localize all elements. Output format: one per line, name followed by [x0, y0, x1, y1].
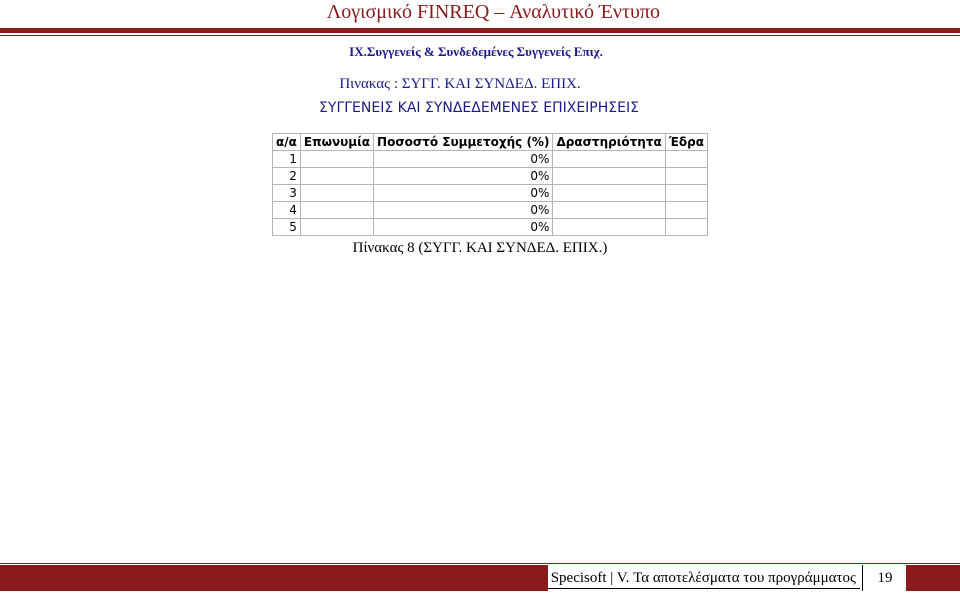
figure-caption-text: Πίνακας 8 (ΣΥΓΓ. ΚΑΙ ΣΥΝΔΕΔ. ΕΠΙΧ.) — [352, 240, 608, 256]
table-heading-text: ΣΥΓΓΕΝΕΙΣ ΚΑΙ ΣΥΝΔΕΔΕΜΕΝΕΣ ΕΠΙΧΕΙΡΗΣΕΙΣ — [319, 100, 639, 116]
column-header-activity: Δραστηριότητα — [553, 134, 665, 151]
cell-activity — [553, 202, 665, 219]
table-caption — [0, 76, 960, 93]
cell-percentage: 0% — [374, 185, 553, 202]
table-heading — [0, 100, 960, 116]
page-number: 19 — [862, 565, 907, 591]
cell-seat — [665, 185, 707, 202]
footer-text: Specisoft | V. Τα αποτελέσματα του προγράμματος — [548, 567, 860, 589]
cell-aa: 2 — [273, 168, 301, 185]
table-row — [273, 185, 708, 202]
cell-seat — [665, 151, 707, 168]
header-rule — [0, 28, 960, 33]
cell-aa: 4 — [273, 202, 301, 219]
column-header-aa: α/α — [273, 134, 301, 151]
cell-activity — [553, 185, 665, 202]
column-header-name: Επωνυμία — [300, 134, 373, 151]
section-heading-text: IX.Συγγενείς & Συνδεδεμένες Συγγενείς Επιχ. — [349, 44, 603, 59]
cell-name — [300, 219, 373, 236]
section-heading — [0, 44, 960, 60]
cell-activity — [553, 168, 665, 185]
cell-percentage: 0% — [374, 168, 553, 185]
cell-name — [300, 202, 373, 219]
column-header-seat: Έδρα — [665, 134, 707, 151]
footer-rule — [0, 563, 960, 564]
cell-name — [300, 185, 373, 202]
cell-percentage: 0% — [374, 202, 553, 219]
cell-percentage: 0% — [374, 219, 553, 236]
cell-percentage: 0% — [374, 151, 553, 168]
footer-right-bar — [906, 565, 960, 591]
cell-seat — [665, 202, 707, 219]
cell-seat — [665, 219, 707, 236]
cell-aa: 3 — [273, 185, 301, 202]
header-rule-thin — [0, 35, 960, 36]
cell-aa: 5 — [273, 219, 301, 236]
column-header-percentage: Ποσοστό Συμμετοχής (%) — [374, 134, 553, 151]
table-row — [273, 151, 708, 168]
table-row — [273, 219, 708, 236]
footer-left-bar — [0, 565, 548, 591]
cell-seat — [665, 168, 707, 185]
document-title: Λογισμικό FINREQ – Αναλυτικό Έντυπο — [326, 1, 660, 23]
table-header-row — [273, 134, 708, 151]
cell-activity — [553, 219, 665, 236]
figure-caption — [0, 240, 960, 257]
cell-aa: 1 — [273, 151, 301, 168]
cell-name — [300, 168, 373, 185]
cell-activity — [553, 151, 665, 168]
table-row — [273, 202, 708, 219]
table-row — [273, 168, 708, 185]
cell-name — [300, 151, 373, 168]
related-companies-table — [272, 133, 708, 236]
table-caption-text: Πινακας : ΣΥΓΓ. ΚΑΙ ΣΥΝΔΕΔ. ΕΠΙΧ. — [339, 76, 581, 92]
